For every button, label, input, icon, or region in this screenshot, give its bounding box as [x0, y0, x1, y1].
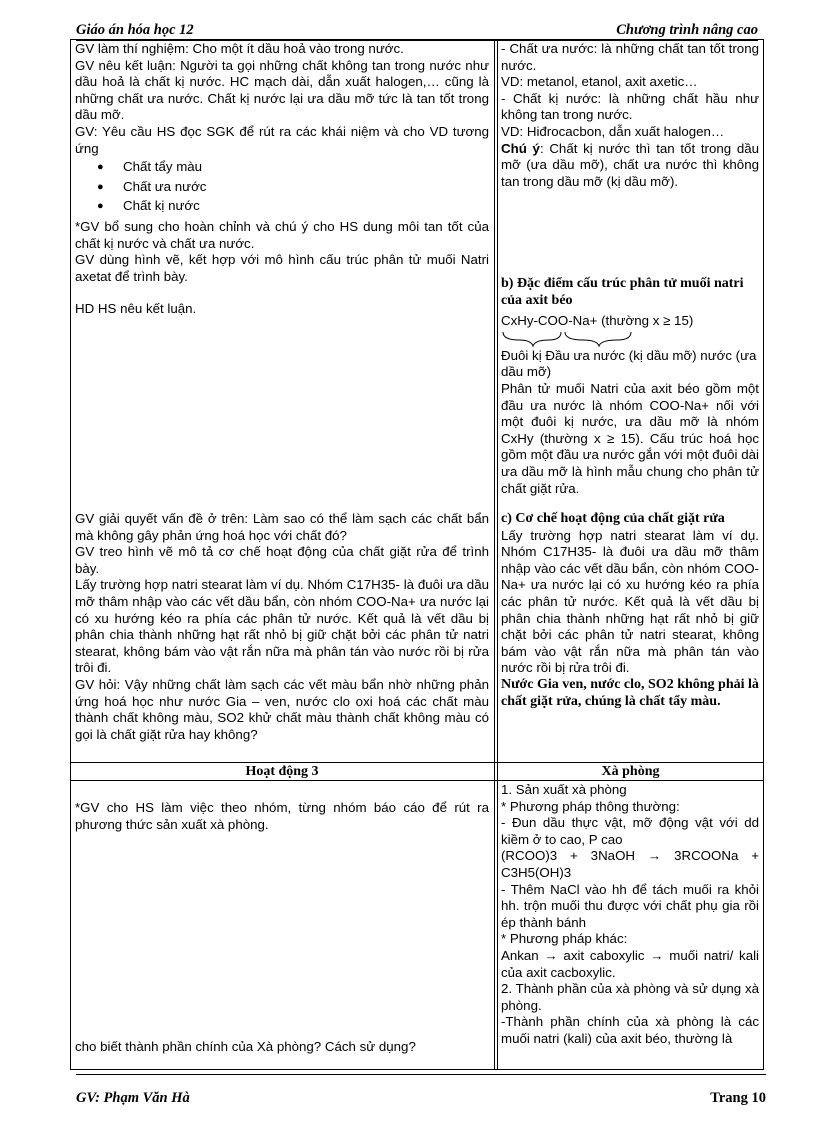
- note-label: Chú ý: [501, 140, 540, 156]
- section-c-title: c) Cơ chế hoạt động của chất giặt rửa: [501, 511, 725, 526]
- paragraph: GV dùng hình vẽ, kết hợp với mô hình cấu trúc phân tử muối Natri axetat để trình bày.: [75, 252, 489, 284]
- paragraph: *GV cho HS làm việc theo nhóm, từng nhóm báo cáo để rút ra phương thức sản xuất xà phòng.: [75, 800, 489, 832]
- column-divider: [494, 39, 495, 1070]
- row1-right-cell: [501, 41, 759, 190]
- paragraph: (RCOO)3 + 3NaOH → 3RCOONa + C3H5(OH)3: [501, 848, 759, 880]
- list-item: ● Chất kị nước: [75, 198, 489, 215]
- paragraph: GV treo hình vẽ mô tả cơ chế hoạt động của chất giặt rửa để trình bày.: [75, 544, 489, 576]
- row1-left-cell-lower: [75, 511, 489, 743]
- paragraph: GV hỏi: Vậy những chất làm sạch các vết màu bẩn nhờ những phản ứng hoá học như nước Gia – ven, nước clo oxi hoá các chất màu thành chất không màu, SO2 khử chất màu thành chất không màu có gọi là chất giặt rửa hay không?: [75, 676, 489, 742]
- paragraph: - Chất ưa nước: là những chất tan tốt trong nước.: [501, 41, 759, 73]
- row1-left-cell: [75, 41, 489, 318]
- row2-left-bottom: [75, 1039, 489, 1056]
- paragraph: * Phương pháp thông thường:: [501, 798, 680, 814]
- paragraph: GV làm thí nghiệm: Cho một ít dầu hoả vào trong nước.: [75, 41, 404, 56]
- paragraph: 2. Thành phần của xà phòng và sử dụng xà phòng.: [501, 981, 759, 1013]
- paragraph: - Thêm NaCl vào hh để tách muối ra khỏi hh. trộn muối thu được với chất phụ gia rồi ép thành bánh: [501, 881, 759, 930]
- section-c-bold: Nước Gia ven, nước clo, SO2 không phải là chất giặt rửa, chúng là chất tẩy màu.: [501, 676, 759, 709]
- section-b: [501, 276, 759, 497]
- paragraph: * Phương pháp khác:: [501, 931, 628, 947]
- paragraph: - Đun dầu thực vật, mỡ động vật với dd kiềm ở to cao, P cao: [501, 815, 759, 847]
- row2-left-cell: [75, 800, 489, 833]
- footer-teacher: GV: Phạm Văn Hà: [76, 1090, 190, 1106]
- footer-rule: [76, 1074, 766, 1075]
- paragraph: GV nêu kết luận: Người ta gọi những chất không tan trong nước như dầu hoả là chất kị nước. HC mạch dài, dẫn xuất halogen,… cũng là những chất ưa nước. Chất kị nước lại ưa dầu mỡ tức là tan tốt trong dầu mỡ.: [75, 57, 489, 123]
- section-c: [501, 511, 759, 710]
- paragraph: Ankan → axit caboxylic → muối natri/ kali của axit cacboxylic.: [501, 947, 759, 980]
- paragraph: -Thành phần chính của xà phòng là các muối natri (kali) của axit béo, thường là: [501, 1014, 759, 1046]
- section-b-title: b) Đặc điểm cấu trúc phân tử muối natri của axit béo: [501, 276, 744, 308]
- paragraph: Lấy trường hợp natri stearat làm ví dụ. Nhóm C17H35- là đuôi ưa dầu mỡ thâm nhập vào các vết dầu bẩn, còn nhóm COO-Na+ ưa nước lại có xu hướng kéo ra phía các phân tử nước. Kết quả là vết dầu bị phân chia thành những hạt rất nhỏ bị giữ chặt bởi các phân tử natri stearat, không bám vào vật rắn nữa mà phân tán vào nước rồi bị rửa trôi đi.: [501, 527, 759, 676]
- paragraph: 1. Sản xuất xà phòng: [501, 782, 627, 797]
- paragraph: [501, 141, 759, 191]
- note-text: : Chất kị nước thì tan tốt trong dầu mỡ (ưa dầu mỡ), chất ưa nước thì không tan trong dầu mỡ (kị dầu mỡ).: [501, 140, 760, 189]
- header-subject: Giáo án hóa học 12: [76, 22, 194, 38]
- paragraph: *GV bổ sung cho hoàn chỉnh và chú ý cho HS dung môi tan tốt của chất kị nước và chất ưa nước.: [75, 218, 489, 251]
- page-header: [76, 20, 758, 41]
- paragraph: GV giải quyết vấn đề ở trên: Làm sao có thể làm sạch các chất bẩn mà không gây phản ứng hoá học với chất đó?: [75, 511, 489, 543]
- row-divider: [70, 762, 764, 763]
- column-divider-2: [497, 39, 498, 1070]
- paragraph: Phân tử muối Natri của axit béo gồm một đầu ưa nước là nhóm COO-Na+ nối với một đuôi kị nước, ưa dầu mỡ là nhóm CxHy (thường x ≥ 15). Cấu trúc hoá học gồm một đầu ưa nước gắn với một đuôi dài ưa dầu mỡ là hình mẫu chung cho phân tử chất giặt rửa.: [501, 380, 759, 496]
- paragraph: HD HS nêu kết luận.: [75, 301, 197, 317]
- formula-brace: [501, 330, 651, 348]
- activity-heading: Hoạt động 3: [245, 764, 319, 779]
- topic-heading: Xà phòng: [601, 764, 660, 779]
- paragraph: GV: Yêu cầu HS đọc SGK để rút ra các khái niệm và cho VD tương ứng: [75, 123, 489, 156]
- paragraph: Lấy trường hợp natri stearat làm ví dụ. Nhóm C17H35- là đuôi ưa dầu mỡ thâm nhập vào các vết dầu bẩn, còn nhóm COO-Na+ ưa nước lại có xu hướng kéo ra phía các phân tử nước. Kết quả là vết dầu bị phân chia thành những hạt rất nhỏ bị giữ chặt bởi các phân tử natri stearat, không bám vào vật rắn nữa mà phân tán vào nước rồi bị rửa trôi đi.: [75, 577, 489, 676]
- footer-page-number: Trang 10: [710, 1090, 766, 1106]
- header-program: Chương trình nâng cao: [616, 22, 758, 38]
- list-item: ● Chất ưa nước: [75, 179, 489, 196]
- header-row-divider: [70, 780, 764, 781]
- paragraph: VD: metanol, etanol, axit axetic…: [501, 74, 698, 90]
- row2-right-cell: [501, 782, 759, 1048]
- formula: CxHy-COO-Na+ (thường x ≥ 15): [501, 313, 694, 329]
- list-item: ● Chất tẩy màu: [75, 159, 489, 176]
- formula-caption: Đuôi kị Đầu ưa nước (kị dầu mỡ) nước (ưa dầu mỡ): [501, 347, 757, 380]
- paragraph: cho biết thành phần chính của Xà phòng? Cách sử dụng?: [75, 1039, 416, 1054]
- paragraph: VD: Hiđrocacbon, dẫn xuất halogen…: [501, 123, 725, 139]
- paragraph: - Chất kị nước: là những chất hầu như không tan trong nước.: [501, 90, 759, 123]
